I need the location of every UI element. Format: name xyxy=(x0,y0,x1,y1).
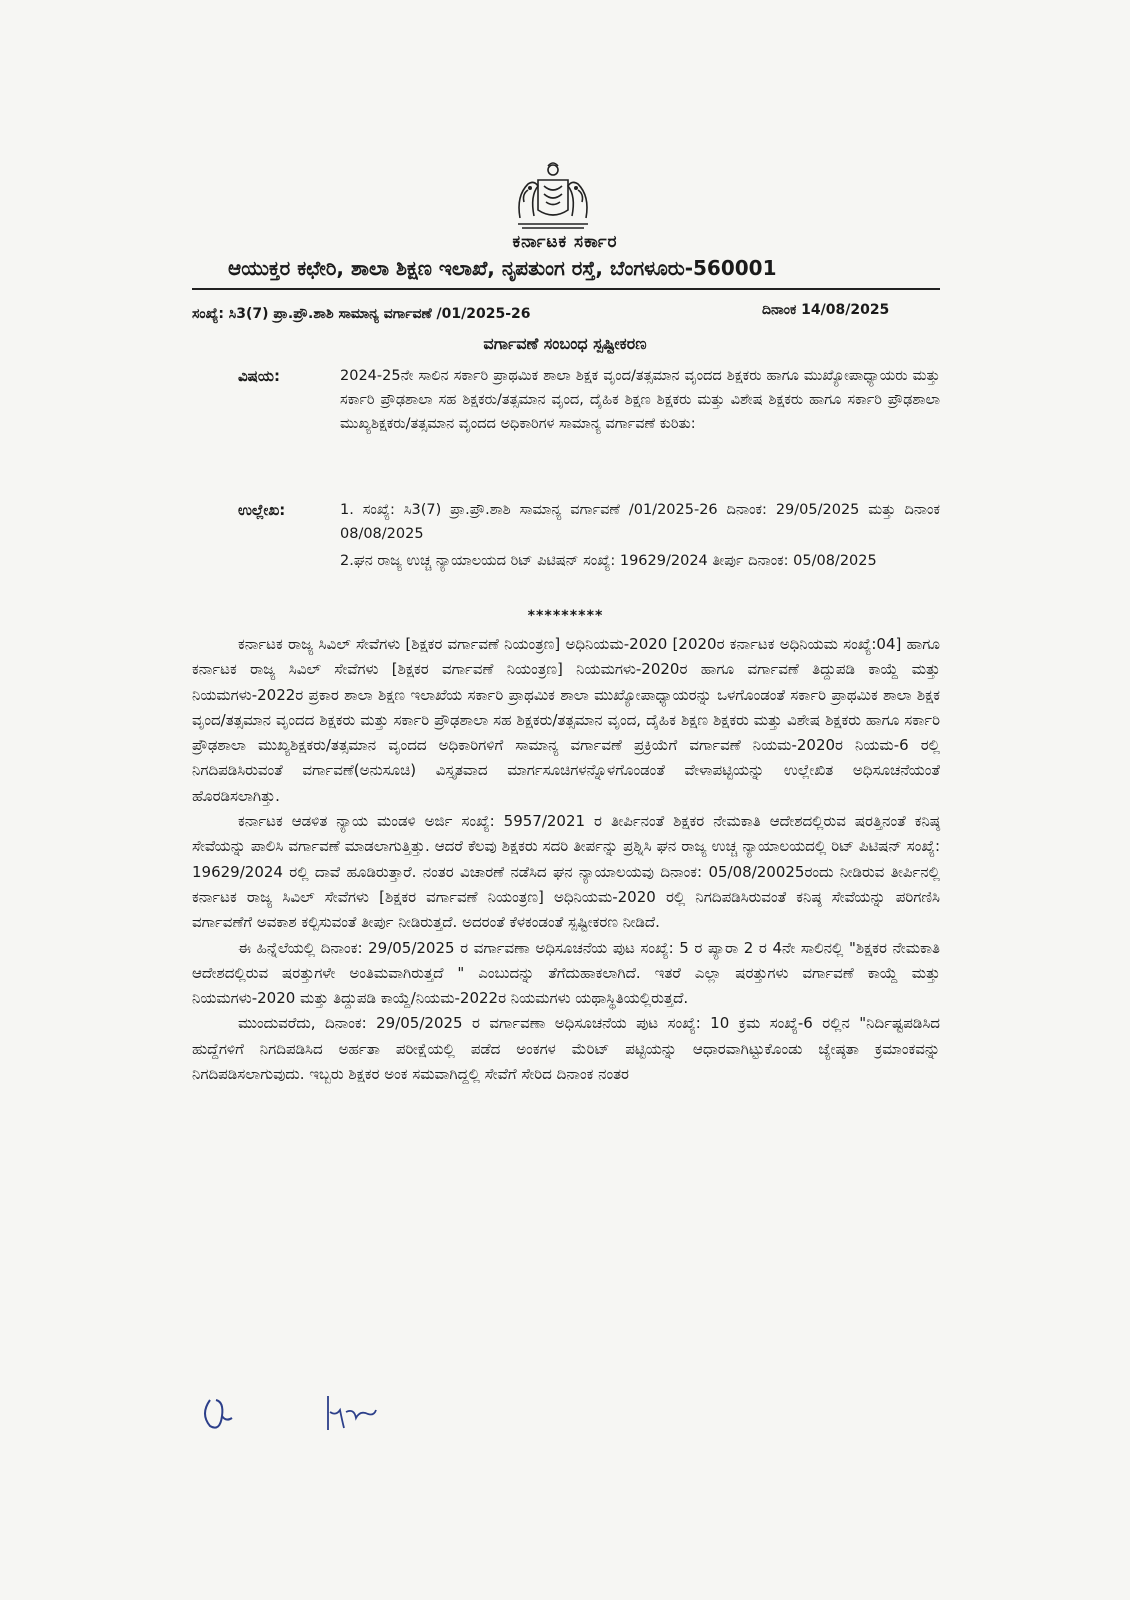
subject-label: ವಿಷಯ: xyxy=(238,367,280,385)
separator: ********* xyxy=(527,608,603,624)
reference-number: ಸಂಖ್ಯೆ: ಸಿ3(7) ಪ್ರಾ.ಪ್ರೌ.ಶಾಶಿ ಸಾಮಾನ್ಯ ವರ್ಗಾವಣೆ /01/2025-26 xyxy=(192,306,531,322)
reference-item-2: 2.ಘನ ರಾಜ್ಯ ಉಚ್ಚ ನ್ಯಾಯಾಲಯದ ರಿಟ್ ಪಿಟಿಷನ್ ಸಂಖ್ಯೆ: 19629/2024 ತೀರ್ಪು ದಿನಾಂಕ: 05/08/2025 xyxy=(340,553,877,569)
document-date: ದಿನಾಂಕ 14/08/2025 xyxy=(762,302,890,318)
subject-text: 2024-25ನೇ ಸಾಲಿನ ಸರ್ಕಾರಿ ಪ್ರಾಥಮಿಕ ಶಾಲಾ ಶಿಕ್ಷಕ ವೃಂದ/ತತ್ಸಮಾನ ವೃಂದದ ಶಿಕ್ಷಕರು ಹಾಗೂ ಮುಖ್ಯೋಪಾಧ್ಯಾಯರು ಮತ್ತು ಸರ್ಕಾರಿ ಪ್ರೌಢಶಾಲಾ ಸಹ ಶಿಕ್ಷಕರು/ತತ್ಸಮಾನ ವೃಂದ, ದೈಹಿಕ ಶಿಕ್ಷಣ ಶಿಕ್ಷಕರು ಮತ್ತು ವಿಶೇಷ ಶಿಕ್ಷಕರು ಹಾಗೂ ಸರ್ಕಾರಿ ಪ್ರೌಢಶಾಲಾ ಮುಖ್ಯಶಿಕ್ಷಕರು/ತತ್ಸಮಾನ ವೃಂದದ ಅಧಿಕಾರಿಗಳ ಸಾಮಾನ್ಯ ವರ್ಗಾವಣೆ ಕುರಿತು: xyxy=(340,368,940,432)
header-divider xyxy=(192,288,940,290)
paragraph-1: ಕರ್ನಾಟಕ ರಾಜ್ಯ ಸಿವಿಲ್ ಸೇವೆಗಳು [ಶಿಕ್ಷಕರ ವರ್ಗಾವಣೆ ನಿಯಂತ್ರಣ] ಅಧಿನಿಯಮ-2020 [2020ರ ಕರ್ನಾಟಕ ಅಧಿನಿಯಮ ಸಂಖ್ಯೆ:04] ಹಾಗೂ ಕರ್ನಾಟಕ ರಾಜ್ಯ ಸಿವಿಲ್ ಸೇವೆಗಳು [ಶಿಕ್ಷಕರ ವರ್ಗಾವಣೆ ನಿಯಂತ್ರಣ] ನಿಯಮಗಳು-2020ರ ಹಾಗೂ ವರ್ಗಾವಣೆ ತಿದ್ದುಪಡಿ ಕಾಯ್ದೆ ಮತ್ತು ನಿಯಮಗಳು-2022ರ ಪ್ರಕಾರ ಶಾಲಾ ಶಿಕ್ಷಣ ಇಲಾಖೆಯ ಸರ್ಕಾರಿ ಪ್ರಾಥಮಿಕ ಶಾಲಾ ಮುಖ್ಯೋಪಾಧ್ಯಾಯರನ್ನು ಒಳಗೊಂಡಂತೆ ಸರ್ಕಾರಿ ಪ್ರಾಥಮಿಕ ಶಾಲಾ ಶಿಕ್ಷಕ ವೃಂದ/ತತ್ಸಮಾನ ವೃಂದದ ಶಿಕ್ಷಕರು ಮತ್ತು ಸರ್ಕಾರಿ ಪ್ರೌಢಶಾಲಾ ಸಹ ಶಿಕ್ಷಕರು/ತತ್ಸಮಾನ ವೃಂದ, ದೈಹಿಕ ಶಿಕ್ಷಣ ಶಿಕ್ಷಕರು ಮತ್ತು ವಿಶೇಷ ಶಿಕ್ಷಕರು ಹಾಗೂ ಸರ್ಕಾರಿ ಪ್ರೌಢಶಾಲಾ ಮುಖ್ಯಶಿಕ್ಷಕರು/ತತ್ಸಮಾನ ವೃಂದದ ಅಧಿಕಾರಿಗಳಿಗೆ ಸಾಮಾನ್ಯ ವರ್ಗಾವಣೆ ಪ್ರಕ್ರಿಯೆಗೆ ವರ್ಗಾವಣೆ ನಿಯಮ-2020ರ ನಿಯಮ-6 ರಲ್ಲಿ ನಿಗದಿಪಡಿಸಿರುವಂತೆ ವರ್ಗಾವಣೆ(ಅನುಸೂಚಿ) ವಿಸ್ತೃತವಾದ ಮಾರ್ಗಸೂಚಿಗಳನ್ನೊಳಗೊಂಡಂತೆ ವೇಳಾಪಟ್ಟಿಯನ್ನು ಉಲ್ಲೇಖಿತ ಅಧಿಸೂಚನೆಯಂತೆ ಹೊರಡಿಸಲಾಗಿತ್ತು. xyxy=(192,635,940,805)
karnataka-state-emblem-icon xyxy=(508,160,598,232)
paragraph-4: ಮುಂದುವರೆದು, ದಿನಾಂಕ: 29/05/2025 ರ ವರ್ಗಾವಣಾ ಅಧಿಸೂಚನೆಯ ಪುಟ ಸಂಖ್ಯೆ: 10 ಕ್ರಮ ಸಂಖ್ಯೆ-6 ರಲ್ಲಿನ "ನಿರ್ದಿಷ್ಟಪಡಿಸಿದ ಹುದ್ದೆಗಳಿಗೆ ನಿಗದಿಪಡಿಸಿದ ಅರ್ಹತಾ ಪರೀಕ್ಷೆಯಲ್ಲಿ ಪಡೆದ ಅಂಕಗಳ ಮೆರಿಟ್ ಪಟ್ಟಿಯನ್ನು ಆಧಾರವಾಗಿಟ್ಟುಕೊಂಡು ಜ್ಯೇಷ್ಠತಾ ಕ್ರಮಾಂಕವನ್ನು ನಿಗದಿಪಡಿಸಲಾಗುವುದು. ಇಬ್ಬರು ಶಿಕ್ಷಕರ ಅಂಕ ಸಮವಾಗಿದ್ದಲ್ಲಿ ಸೇವೆಗೆ ಸೇರಿದ ದಿನಾಂಕ ನಂತರ xyxy=(192,1014,940,1084)
paragraph-2: ಕರ್ನಾಟಕ ಆಡಳಿತ ನ್ಯಾಯ ಮಂಡಳಿ ಅರ್ಜಿ ಸಂಖ್ಯೆ: 5957/2021 ರ ತೀರ್ಪಿನಂತೆ ಶಿಕ್ಷಕರ ನೇಮಕಾತಿ ಆದೇಶದಲ್ಲಿರುವ ಷರತ್ತಿನಂತೆ ಕನಿಷ್ಠ ಸೇವೆಯನ್ನು ಪಾಲಿಸಿ ವರ್ಗಾವಣೆ ಮಾಡಲಾಗುತ್ತಿತ್ತು. ಆದರೆ ಕೆಲವು ಶಿಕ್ಷಕರು ಸದರಿ ತೀರ್ಪನ್ನು ಪ್ರಶ್ನಿಸಿ ಘನ ರಾಜ್ಯ ಉಚ್ಚ ನ್ಯಾಯಾಲಯದಲ್ಲಿ ರಿಟ್ ಪಿಟಿಷನ್ ಸಂಖ್ಯೆ: 19629/2024 ರಲ್ಲಿ ದಾವೆ ಹೂಡಿರುತ್ತಾರೆ. ನಂತರ ವಿಚಾರಣೆ ನಡೆಸಿದ ಘನ ನ್ಯಾಯಾಲಯವು ದಿನಾಂಕ: 05/08/20025ರಂದು ನೀಡಿರುವ ತೀರ್ಪಿನಲ್ಲಿ ಕರ್ನಾಟಕ ರಾಜ್ಯ ಸಿವಿಲ್ ಸೇವೆಗಳು [ಶಿಕ್ಷಕರ ವರ್ಗಾವಣೆ ನಿಯಂತ್ರಣ] ಅಧಿನಿಯಮ-2020 ರಲ್ಲಿ ನಿಗದಿಪಡಿಸಿರುವಂತೆ ಕನಿಷ್ಠ ಸೇವೆಯನ್ನು ಪರಿಗಣಿಸಿ ವರ್ಗಾವಣೆಗೆ ಅವಕಾಶ ಕಲ್ಪಿಸುವಂತೆ ತೀರ್ಪು ನೀಡಿರುತ್ತದೆ. ಅದರಂತೆ ಕೆಳಕಂಡಂತೆ ಸ್ಪಷ್ಟೀಕರಣ ನೀಡಿದೆ. xyxy=(192,812,940,932)
handwritten-signature-icon xyxy=(322,1392,382,1436)
office-address: ಆಯುಕ್ತರ ಕಛೇರಿ, ಶಾಲಾ ಶಿಕ್ಷಣ ಇಲಾಖೆ, ನೃಪತುಂಗ ರಸ್ತೆ, ಬೆಂಗಳೂರು-560001 xyxy=(228,256,777,280)
document-body xyxy=(192,632,940,1087)
references-label: ಉಲ್ಲೇಖ: xyxy=(238,501,286,519)
government-name: ಕರ್ನಾಟಕ ಸರ್ಕಾರ xyxy=(512,232,618,252)
reference-item-1: 1. ಸಂಖ್ಯೆ: ಸಿ3(7) ಪ್ರಾ.ಪ್ರೌ.ಶಾಶಿ ಸಾಮಾನ್ಯ ವರ್ಗಾವಣೆ /01/2025-26 ದಿನಾಂಕ: 29/05/2025 ಮತ್ತು ದಿನಾಂಕ 08/08/2025 xyxy=(340,502,940,542)
paragraph-3: ಈ ಹಿನ್ನೆಲೆಯಲ್ಲಿ ದಿನಾಂಕ: 29/05/2025 ರ ವರ್ಗಾವಣಾ ಅಧಿಸೂಚನೆಯ ಪುಟ ಸಂಖ್ಯೆ: 5 ರ ಪ್ಯಾರಾ 2 ರ 4ನೇ ಸಾಲಿನಲ್ಲಿ "ಶಿಕ್ಷಕರ ನೇಮಕಾತಿ ಆದೇಶದಲ್ಲಿರುವ ಷರತ್ತುಗಳೇ ಅಂತಿಮವಾಗಿರುತ್ತದೆ " ಎಂಬುದನ್ನು ತೆಗೆದುಹಾಕಲಾಗಿದೆ. ಇತರೆ ಎಲ್ಲಾ ಷರತ್ತುಗಳು ವರ್ಗಾವಣೆ ಕಾಯ್ದೆ ಮತ್ತು ನಿಯಮಗಳು-2020 ಮತ್ತು ತಿದ್ದುಪಡಿ ಕಾಯ್ದೆ/ನಿಯಮ-2022ರ ನಿಯಮಗಳು ಯಥಾಸ್ಥಿತಿಯಲ್ಲಿರುತ್ತದೆ. xyxy=(192,938,940,1008)
handwritten-initial-icon xyxy=(196,1392,236,1436)
document-title: ವರ್ಗಾವಣೆ ಸಂಬಂಧ ಸ್ಪಷ್ಟೀಕರಣ xyxy=(483,334,647,353)
